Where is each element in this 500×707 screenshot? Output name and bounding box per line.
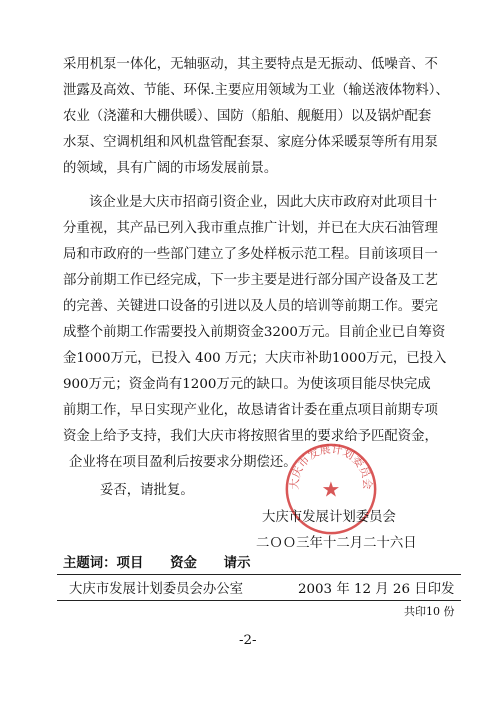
body-line: 资金上给予支持，我们大庆市将按照省里的要求给予匹配资金， [63,429,438,444]
body-line: 的领域，具有广阔的市场发展前景。 [63,161,278,176]
body-line: 农业（浇灌和大棚供暖）、国防（船舶、舰艇用）以及锅炉配套 [63,109,432,124]
footer-office: 大庆市发展计划委员会办公室 [69,582,244,597]
body-line: 的完善、关键进口设备的引进以及人员的培训等前期工作。要完 [63,299,438,314]
issuer-name: 大庆市发展计划委员会 [262,510,396,525]
body-line: 分重视，其产品已列入我市重点推广计划，并已在大庆石油管理 [63,221,438,236]
page-number: -2- [239,633,257,648]
body-line: 泄露及高效、节能、环保.主要应用领域为工业（输送液体物料）、 [63,83,449,98]
seal-arc-text: 大庆市发展计划委员会 [288,442,374,490]
closing-line: 妥否，请批复。 [100,483,194,498]
body-line: 企业将在项目盈利后按要求分期偿还。 [69,455,297,470]
body-line: 前期工作，早日实现产业化，故恳请省计委在重点项目前期专项 [63,403,438,418]
footer-copies: 共印10 份 [404,605,455,618]
seal-star-icon: ★ [321,476,341,502]
body-line: 900万元；资金尚有1200万元的缺口。为使该项目能尽快完成 [63,377,431,392]
body-line: 成整个前期工作需要投入前期资金3200万元。目前企业已自筹资 [63,325,446,340]
footer-print-date: 2003 年 12 月 26 日印发 [298,582,455,597]
divider-bottom [57,600,461,601]
body-line: 该企业是大庆市招商引资企业，因此大庆市政府对此项目十 [89,195,438,210]
body-line: 采用机泵一体化，无轴驱动，其主要特点是无振动、低噪音、不 [63,57,438,72]
divider-top [57,574,461,575]
body-line: 水泵、空调机组和风机盘管配套泵、家庭分体采暖泵等所有用泵 [63,135,438,150]
body-line: 金1000万元，已投入 400 万元；大庆市补助1000万元，已投入 [63,351,447,366]
body-line: 部分前期工作已经完成，下一步主要是进行部分国产设备及工艺 [63,273,438,288]
issue-date: 二ＯＯ三年十二月二十六日 [256,536,417,551]
keywords-line: 主题词：项目 资金 请示 [63,555,251,571]
body-line: 局和市政府的一些部门建立了多处样板示范工程。目前该项目一 [63,247,438,262]
